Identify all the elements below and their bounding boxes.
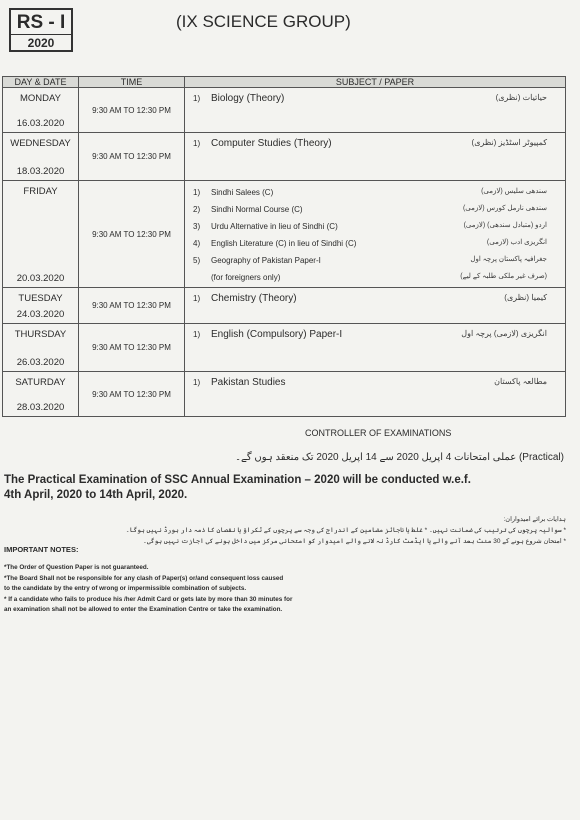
day-date-cell [3,324,79,372]
subject-name: (for foreigners only) [211,273,281,282]
table-row [3,88,566,133]
table-row [3,324,566,372]
subject-cell [185,133,566,181]
subject-name: Geography of Pakistan Paper-I [211,256,321,265]
subject-line [185,375,565,391]
subject-cell [185,88,566,133]
day-date-cell [3,181,79,288]
paper-code-box [9,8,73,52]
subject-name-urdu: کمپیوٹر اسٹڈیز (نظری) [471,138,547,147]
subject-number: 1) [193,330,201,339]
header-time: TIME [79,77,185,88]
subject-line [185,136,565,152]
exam-date: 18.03.2020 [16,166,65,177]
schedule-table [2,76,566,417]
subject-name: Biology (Theory) [211,93,285,104]
subject-line [185,327,565,343]
table-header-row [3,77,566,88]
subject-number: 1) [193,294,201,303]
subject-number: 1) [193,94,201,103]
exam-time: 9:30 AM TO 12:30 PM [79,324,185,372]
subject-name: Urdu Alternative in lieu of Sindhi (C) [211,222,338,231]
day-name: WEDNESDAY [10,138,71,149]
day-name: MONDAY [20,93,61,104]
subject-cell [185,372,566,417]
exam-date: 26.03.2020 [16,357,65,368]
notes-heading: IMPORTANT NOTES: [4,545,79,554]
table-row [3,133,566,181]
header-day-date: DAY & DATE [3,77,79,88]
subject-name: Chemistry (Theory) [211,293,297,304]
practical-notice [4,473,544,503]
note-line: an examination shall not be allowed to enter the Examination Centre or take the examination. [4,606,283,613]
urdu-note: ہدایات برائے امیدواران: [503,516,566,523]
subject-number: 1) [193,139,201,148]
group-title: (IX SCIENCE GROUP) [176,12,351,31]
day-name: TUESDAY [18,293,63,304]
subject-name: English Literature (C) in lieu of Sindhi (C) [211,239,357,248]
practical-line: 4th April, 2020 to 14th April, 2020. [4,489,188,501]
note-line: * If a candidate who fails to produce his /her Admit Card or gets late by more than 30 minutes for [4,595,293,603]
controller-signature: CONTROLLER OF EXAMINATIONS [305,428,452,438]
subject-name: Computer Studies (Theory) [211,138,332,149]
subject-number: 4) [193,239,201,248]
day-date-cell [3,133,79,181]
subject-line [185,291,565,307]
day-name: THURSDAY [14,329,67,340]
day-date-cell [3,372,79,417]
table-row [3,288,566,324]
exam-date: 24.03.2020 [16,309,65,320]
subject-name-urdu: جغرافیہ پاکستان پرچہ اول [470,256,547,263]
exam-time: 9:30 AM TO 12:30 PM [79,288,185,324]
day-date-cell [3,88,79,133]
header-subject: SUBJECT / PAPER [185,77,566,88]
subject-line [185,185,565,202]
note-line: *The Order of Question Paper is not guaranteed. [4,564,149,571]
subject-name-urdu: کیمیا (نظری) [504,293,547,302]
day-name: FRIDAY [23,186,58,197]
urdu-practical-note: (Practical) عملی امتحانات 4 اپریل 2020 سے 14 اپریل 2020 تک منعقد ہوں گے۔ [235,452,564,463]
subject-line [185,91,565,107]
table-row [3,372,566,417]
urdu-note: * امتحان شروع ہونے کے 30 منٹ بعد آنے والے یا ایڈمٹ کارڈ نہ لانے والے امیدوار کو امتحانی مرکز میں داخل ہونے کی اجازت نہیں ہوگی۔ [143,538,566,545]
subject-line [185,270,565,287]
subject-number: 3) [193,222,201,231]
subject-name-urdu: حیاتیات (نظری) [495,93,547,102]
subject-name-urdu: (صرف غیر ملکی طلبہ کے لیے) [460,273,547,280]
important-notes [4,563,404,616]
subject-name-urdu: سندھی نارمل کورس (لازمی) [462,205,547,212]
subject-name-urdu: انگریزی ادب (لازمی) [486,239,547,246]
subject-cell [185,324,566,372]
exam-time: 9:30 AM TO 12:30 PM [79,133,185,181]
exam-date: 16.03.2020 [16,118,65,129]
exam-time: 9:30 AM TO 12:30 PM [79,88,185,133]
exam-date: 28.03.2020 [16,402,65,413]
subject-name: English (Compulsory) Paper-I [211,329,343,340]
subject-name: Pakistan Studies [211,377,286,388]
subject-number: 2) [193,205,201,214]
exam-date: 20.03.2020 [16,273,65,284]
note-line: *The Board Shall not be responsible for any clash of Paper(s) or/and consequent loss caused [4,574,284,582]
subject-line [185,236,565,253]
day-name: SATURDAY [15,377,66,388]
subject-number: 1) [193,188,201,197]
subject-name-urdu: سندھی سلیس (لازمی) [481,188,547,195]
urdu-notes [96,514,566,547]
subject-number: 5) [193,256,201,265]
subject-line [185,253,565,270]
exam-time: 9:30 AM TO 12:30 PM [79,372,185,417]
subject-number: 1) [193,378,201,387]
exam-time: 9:30 AM TO 12:30 PM [79,181,185,288]
note-line: to the candidate by the entry of wrong or impermissible combination of subjects. [4,585,247,592]
paper-year: 2020 [11,34,71,51]
subject-name: Sindhi Normal Course (C) [211,205,303,214]
subject-line [185,219,565,236]
day-date-cell [3,288,79,324]
table-row [3,181,566,288]
urdu-note: * سوالیہ پرچوں کی ترتیب کی ضمانت نہیں۔ * غلط یا ناجائز مضامین کے اندراج کی وجہ سے پرچوں کے ٹکراؤ یا نقصان کا ذمہ دار بورڈ نہیں ہوگا۔ [125,527,566,534]
subject-cell [185,288,566,324]
subject-name-urdu: اردو (متبادل سندھی) (لازمی) [463,222,547,229]
subject-line [185,202,565,219]
subject-cell [185,181,566,288]
paper-code: RS - I [16,12,66,33]
practical-line: The Practical Examination of SSC Annual Examination – 2020 will be conducted w.e.f. [4,474,471,486]
subject-name: Sindhi Salees (C) [211,188,274,197]
subject-name-urdu: مطالعہ پاکستان [494,377,547,386]
subject-name-urdu: انگریزی (لازمی) پرچہ اول [461,329,547,338]
